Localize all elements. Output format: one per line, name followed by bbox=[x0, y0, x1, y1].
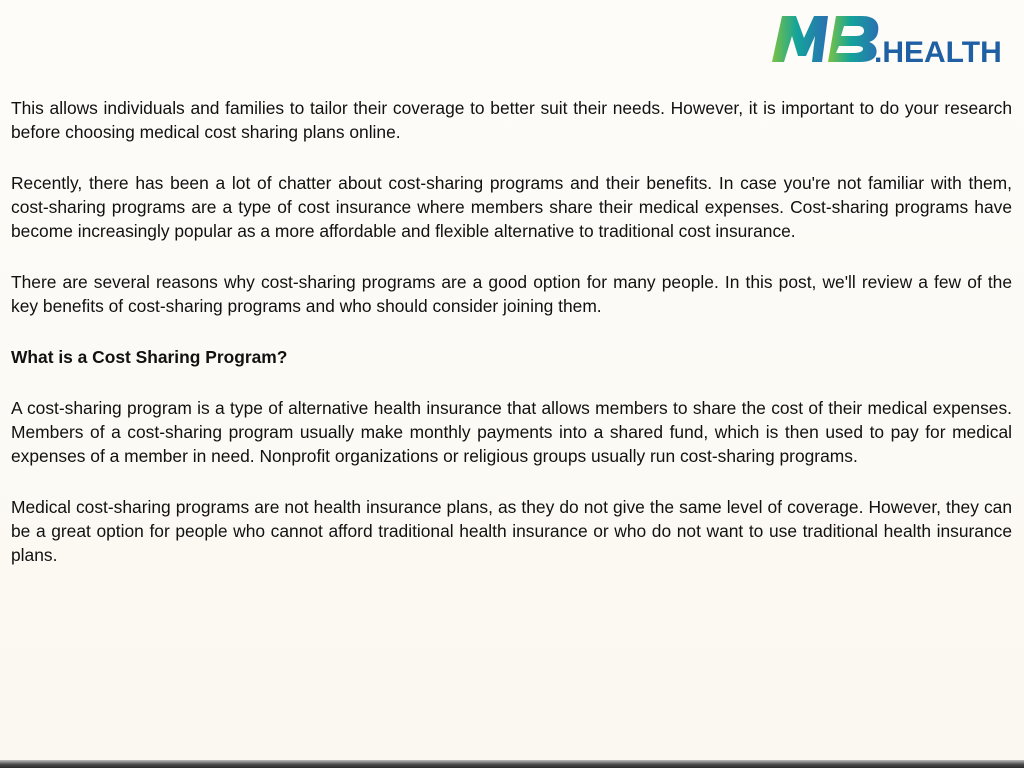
paragraph-definition: A cost-sharing program is a type of alternative health insurance that allows members to share the cost of their medical expenses. Members of a cost-sharing program usually make monthly payments into a shared fund, which is then used to pay for medical expenses of a member in need. Nonprofit organizations or religious groups usually run cost-sharing programs. bbox=[11, 398, 1012, 466]
paragraph-not-insurance: Medical cost-sharing programs are not health insurance plans, as they do not give the same level of coverage. However, they can be a great option for people who cannot afford traditional health insurance or who do not want to use traditional health insurance plans. bbox=[11, 497, 1012, 565]
mp-health-logo bbox=[770, 12, 1006, 68]
paragraph-chatter: Recently, there has been a lot of chatter about cost-sharing programs and their benefits. In case you're not familiar with them, cost-sharing programs are a type of cost insurance where members share their medical expenses. Cost-sharing programs have become increasingly popular as a more affordable and flexible alternative to traditional cost insurance. bbox=[11, 173, 1012, 241]
paragraph-reasons: There are several reasons why cost-sharing programs are a good option for many people. In this post, we'll review a few of the key benefits of cost-sharing programs and who should consider joining them. bbox=[11, 272, 1012, 316]
article-body bbox=[11, 96, 1012, 594]
logo-m-shape bbox=[772, 16, 828, 62]
logo-graphic bbox=[770, 12, 1006, 68]
paragraph-intro: This allows individuals and families to tailor their coverage to better suit their needs. However, it is important to do your research before choosing medical cost sharing plans online. bbox=[11, 98, 1012, 142]
logo-p-shape bbox=[828, 16, 878, 62]
bottom-border bbox=[0, 760, 1024, 768]
section-heading: What is a Cost Sharing Program? bbox=[11, 347, 288, 367]
logo-health-text: .HEALTH bbox=[874, 36, 1002, 68]
